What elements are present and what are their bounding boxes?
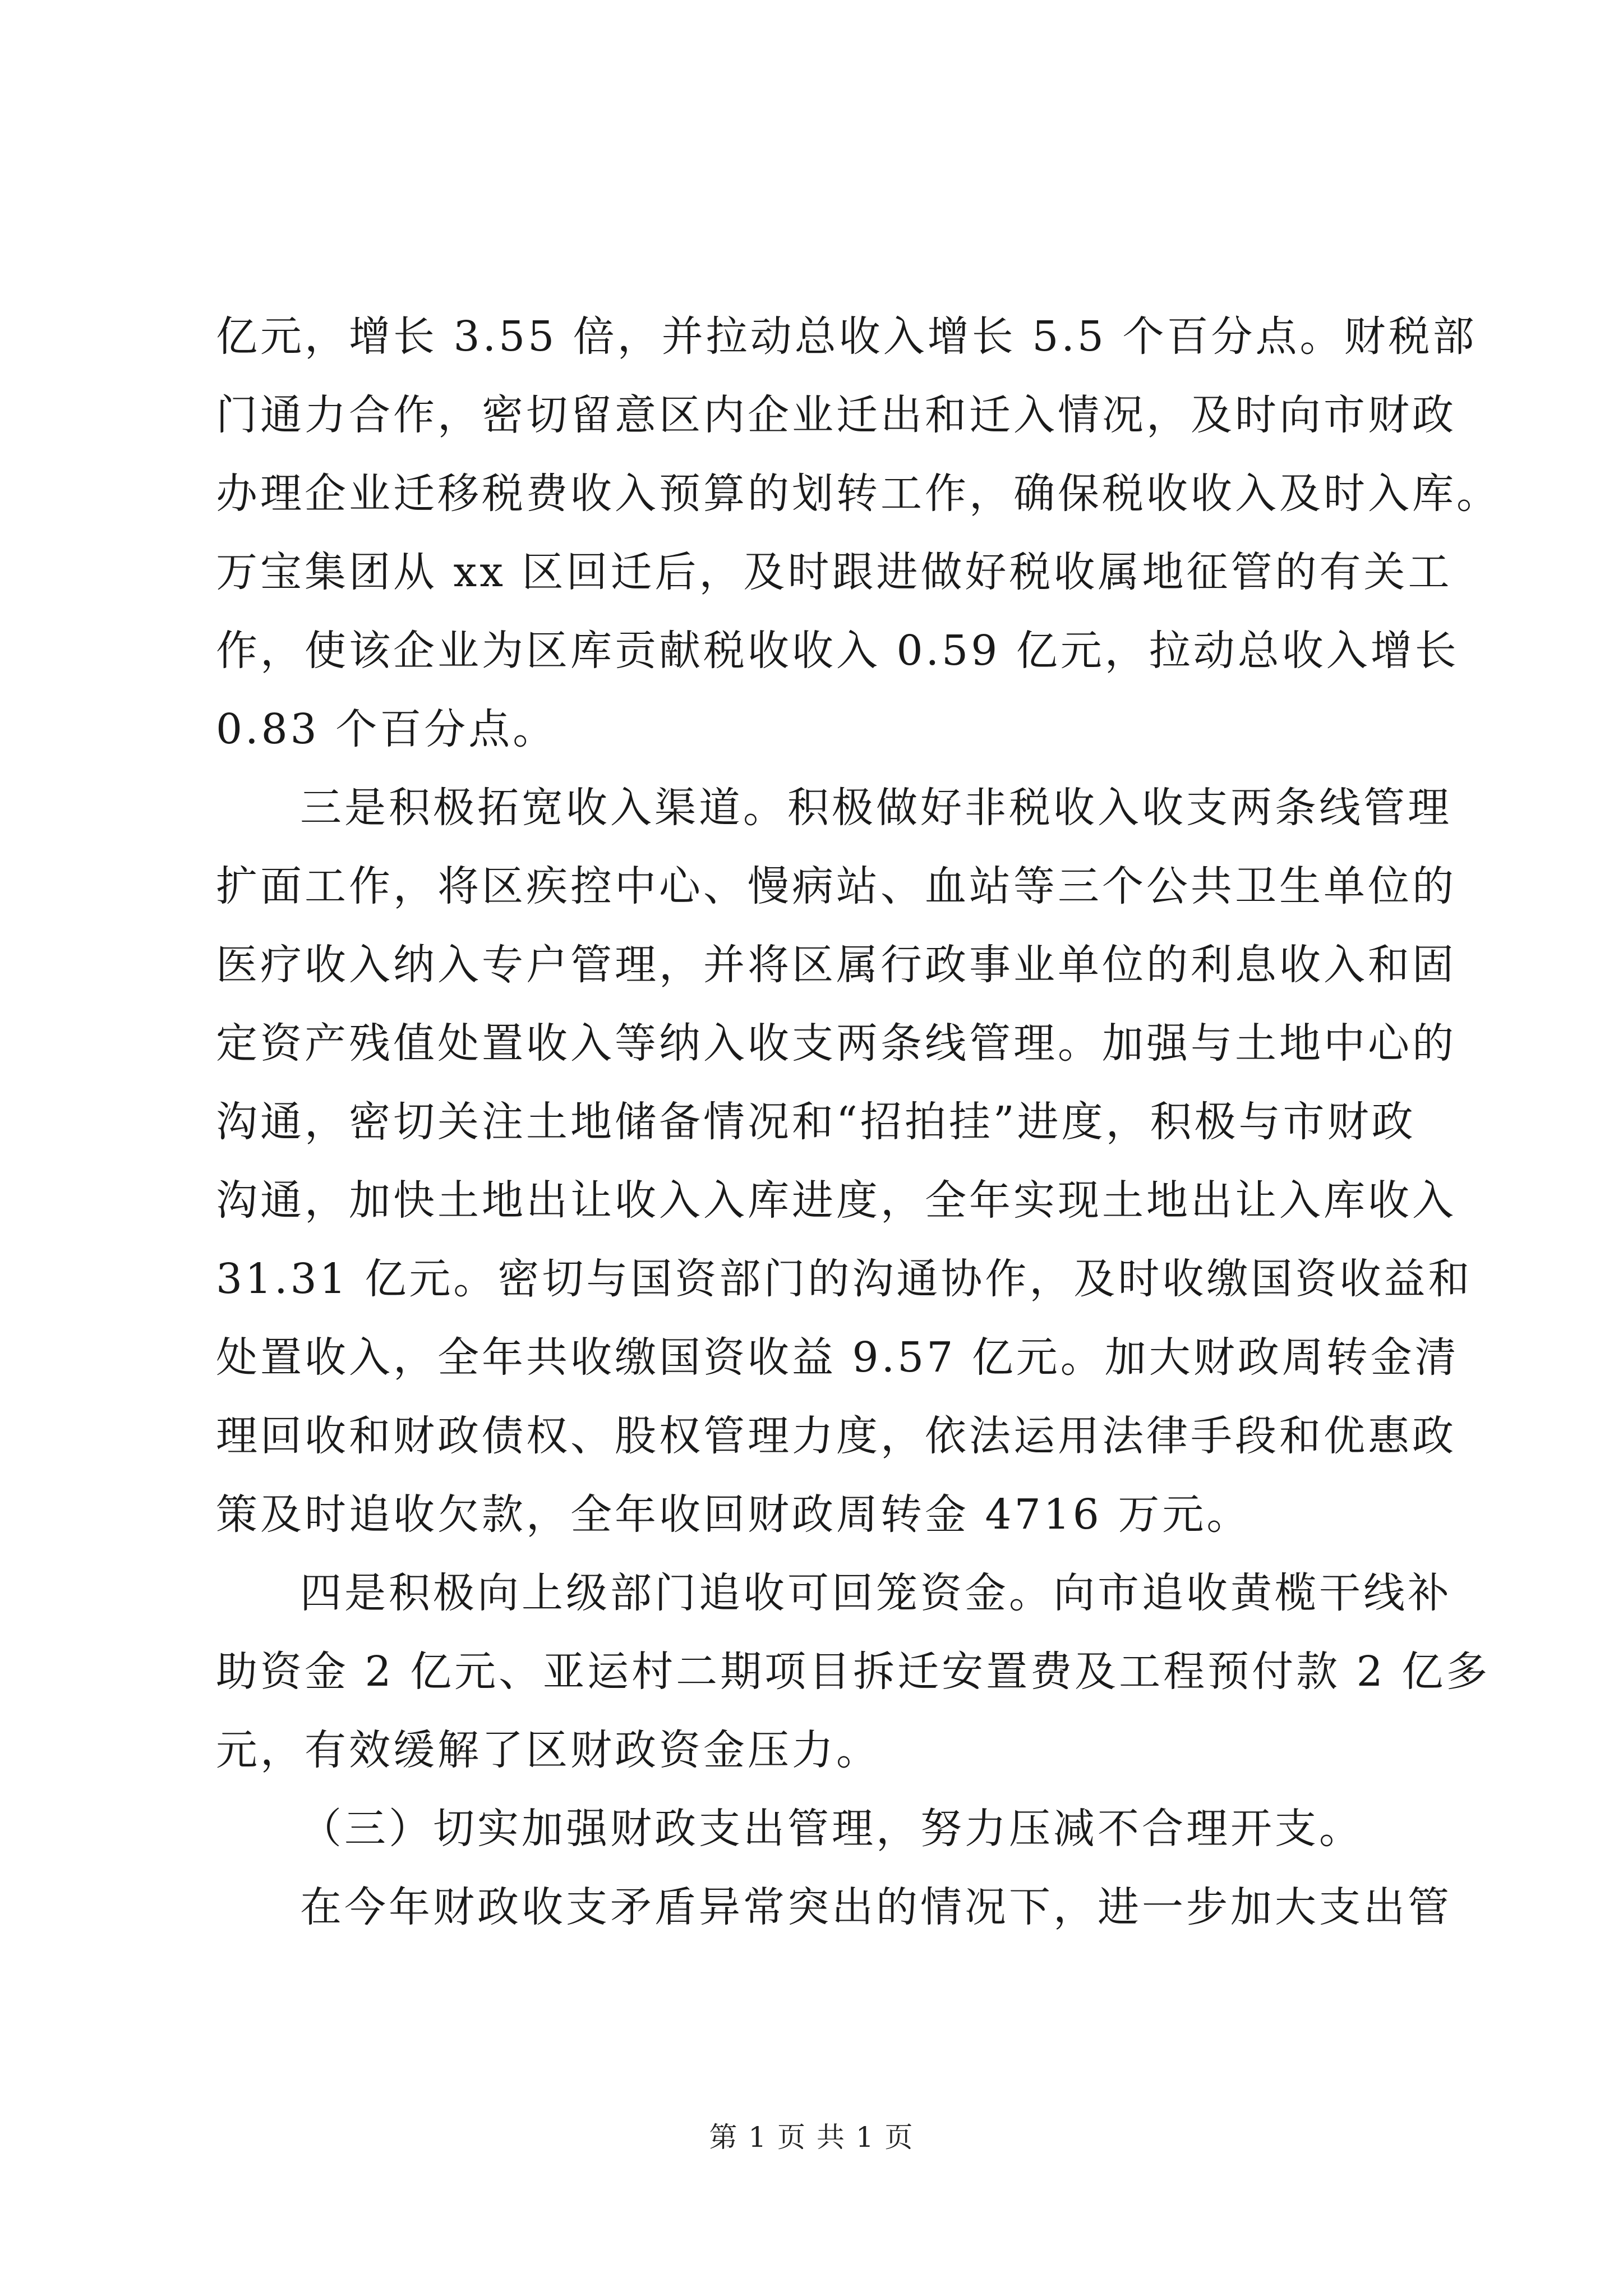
- text-line: 作，使该企业为区库贡献税收收入 0.59 亿元，拉动总收入增长: [216, 627, 1459, 675]
- text-line: 0.83 个百分点。: [216, 705, 557, 753]
- text-line: 亿元，增长 3.55 倍，并拉动总收入增长 5.5 个百分点。财税部: [216, 312, 1477, 361]
- text-line: 四是积极向上级部门追收可回笼资金。向市追收黄榄干线补: [300, 1569, 1452, 1617]
- text-line: 31.31 亿元。密切与国资部门的沟通协作，及时收缴国资收益和: [216, 1255, 1473, 1303]
- text-line: 扩面工作，将区疾控中心、慢病站、血站等三个公共卫生单位的: [216, 862, 1456, 910]
- text-line: 理回收和财政债权、股权管理力度，依法运用法律手段和优惠政: [216, 1412, 1456, 1460]
- text-line: （三）切实加强财政支出管理，努力压减不合理开支。: [300, 1805, 1363, 1853]
- text-line: 元，有效缓解了区财政资金压力。: [216, 1726, 880, 1774]
- text-line: 万宝集团从 xx 区回迁后，及时跟进做好税收属地征管的有关工: [216, 548, 1453, 596]
- text-line: 办理企业迁移税费收入预算的划转工作，确保税收收入及时入库。: [216, 470, 1501, 518]
- text-line: 策及时追收欠款，全年收回财政周转金 4716 万元。: [216, 1490, 1251, 1539]
- text-line: 沟通，密切关注土地储备情况和“招拍挂”进度，积极与市财政: [216, 1098, 1416, 1146]
- text-line: 三是积极拓宽收入渠道。积极做好非税收入收支两条线管理: [300, 784, 1452, 832]
- text-line: 处置收入，全年共收缴国资收益 9.57 亿元。加大财政周转金清: [216, 1333, 1459, 1382]
- text-line: 助资金 2 亿元、亚运村二期项目拆迁安置费及工程预付款 2 亿多: [216, 1648, 1491, 1696]
- text-line: 沟通，加快土地出让收入入库进度，全年实现土地出让入库收入: [216, 1176, 1456, 1225]
- text-line: 门通力合作，密切留意区内企业迁出和迁入情况，及时向市财政: [216, 391, 1456, 439]
- body-text: [216, 297, 1501, 1947]
- text-line: 医疗收入纳入专户管理，并将区属行政事业单位的利息收入和固: [216, 941, 1456, 989]
- text-line: 在今年财政收支矛盾异常突出的情况下，进一步加大支出管: [300, 1883, 1452, 1931]
- text-line: 定资产残值处置收入等纳入收支两条线管理。加强与土地中心的: [216, 1019, 1456, 1068]
- page-footer: 第 1 页 共 1 页: [709, 2121, 914, 2154]
